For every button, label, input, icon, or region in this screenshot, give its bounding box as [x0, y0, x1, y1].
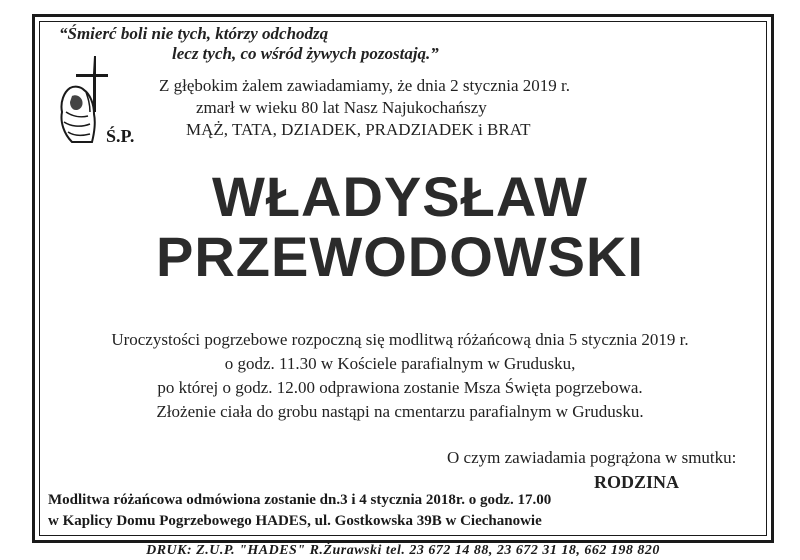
deceased-last-name: PRZEWODOWSKI: [156, 225, 644, 288]
printer-footer: DRUK: Z.U.P. "HADES" R.Żurawski tel. 23 672 14 88, 23 672 31 18, 662 198 820: [146, 543, 660, 558]
ceremony-line-3: po której o godz. 12.00 odprawiona zostanie Msza Święta pogrzebowa.: [157, 378, 643, 397]
closing-line: O czym zawiadamia pogrążona w smutku:: [447, 448, 737, 467]
ceremony-line-4: Złożenie ciała do grobu nastąpi na cmentarzu parafialnym w Grudusku.: [156, 402, 644, 421]
prayer-line-2: w Kaplicy Domu Pogrzebowego HADES, ul. Gostkowska 39B w Ciechanowie: [48, 513, 542, 529]
deceased-first-name: WŁADYSŁAW: [211, 165, 589, 228]
ceremony-line-1: Uroczystości pogrzebowe rozpoczną się modlitwą różańcową dnia 5 stycznia 2019 r.: [111, 330, 689, 349]
prayer-line-1: Modlitwa różańcowa odmówiona zostanie dn.3 i 4 stycznia 2018r. o godz. 17.00: [48, 492, 552, 508]
announcement-line-2: zmarł w wieku 80 lat Nasz Najukochańszy: [196, 98, 487, 117]
quote-line-1: “Śmierć boli nie tych, którzy odchodzą: [59, 24, 329, 43]
announcement-line-3: MĄŻ, TATA, DZIADEK, PRADZIADEK i BRAT: [186, 120, 531, 139]
sp-label: Ś.P.: [106, 126, 135, 146]
announcement-line-1: Z głębokim żalem zawiadamiamy, że dnia 2 stycznia 2019 r.: [159, 76, 571, 95]
quote-line-2: lecz tych, co wśród żywych pozostają.”: [172, 44, 439, 63]
family-signature: RODZINA: [594, 472, 680, 492]
ceremony-line-2: o godz. 11.30 w Kościele parafialnym w Grudusku,: [224, 354, 576, 373]
